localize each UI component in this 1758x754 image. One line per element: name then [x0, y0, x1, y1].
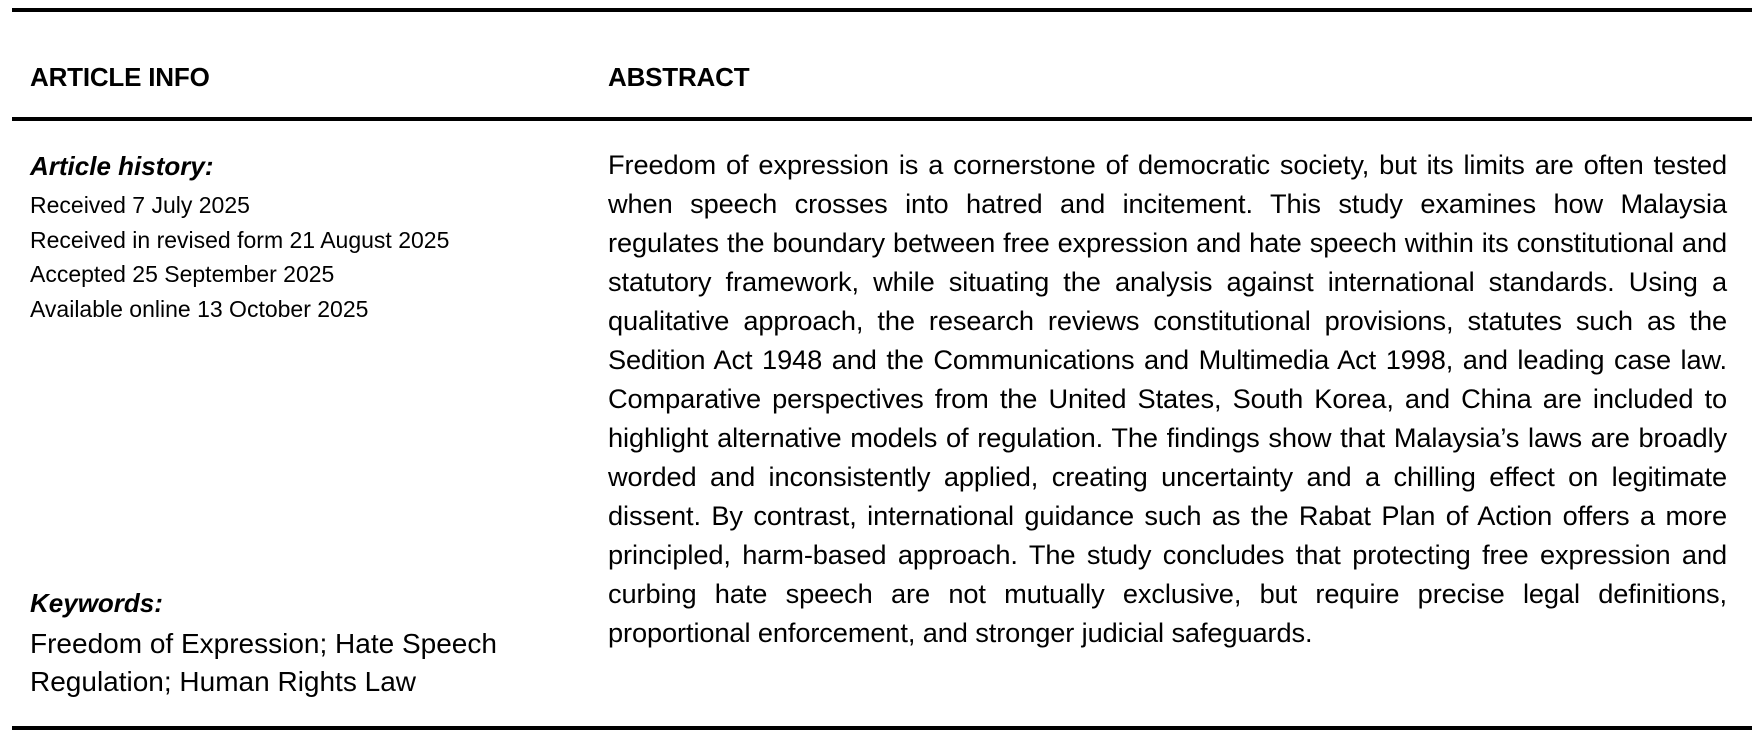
bottom-rule: [12, 726, 1752, 730]
article-info-heading: ARTICLE INFO: [30, 62, 210, 92]
keywords-section: [30, 585, 550, 701]
history-received: Received 7 July 2025: [30, 192, 250, 218]
article-history-title: Article history:: [30, 151, 214, 181]
history-accepted: Accepted 25 September 2025: [30, 261, 335, 287]
abstract-body: Freedom of expression is a cornerstone of democratic society, but its limits are often tested when speech crosses into hatred and incitement. This study examines how Malaysia regulates the boundary between free expression and hate speech within its constitutional and statutory framework, while situating the analysis against international standards. Using a qualitative approach, the research reviews constitutional provisions, statutes such as the Sedition Act 1948 and the Communications and Multimedia Act 1998, and leading case law. Comparative perspectives from the United States, South Korea, and China are included to highlight alternative models of regulation. The findings show that Malaysia’s laws are broadly worded and inconsistently applied, creating uncertainty and a chilling effect on legitimate dissent. By contrast, international guidance such as the Rabat Plan of Action offers a more principled, harm-based approach. The study concludes that protecting free expression and curbing hate speech are not mutually exclusive, but require precise legal definitions, proportional enforcement, and stronger judicial safeguards.: [608, 149, 1727, 648]
keywords-text: Freedom of Expression; Hate Speech Regulation; Human Rights Law: [30, 628, 497, 697]
history-revised: Received in revised form 21 August 2025: [30, 226, 450, 253]
history-online: Available online 13 October 2025: [30, 295, 369, 322]
top-rule: [12, 8, 1752, 12]
keywords-title: Keywords:: [30, 588, 163, 618]
header-rule: [12, 117, 1752, 121]
abstract-heading: ABSTRACT: [608, 62, 750, 92]
article-history-section: [30, 148, 550, 326]
